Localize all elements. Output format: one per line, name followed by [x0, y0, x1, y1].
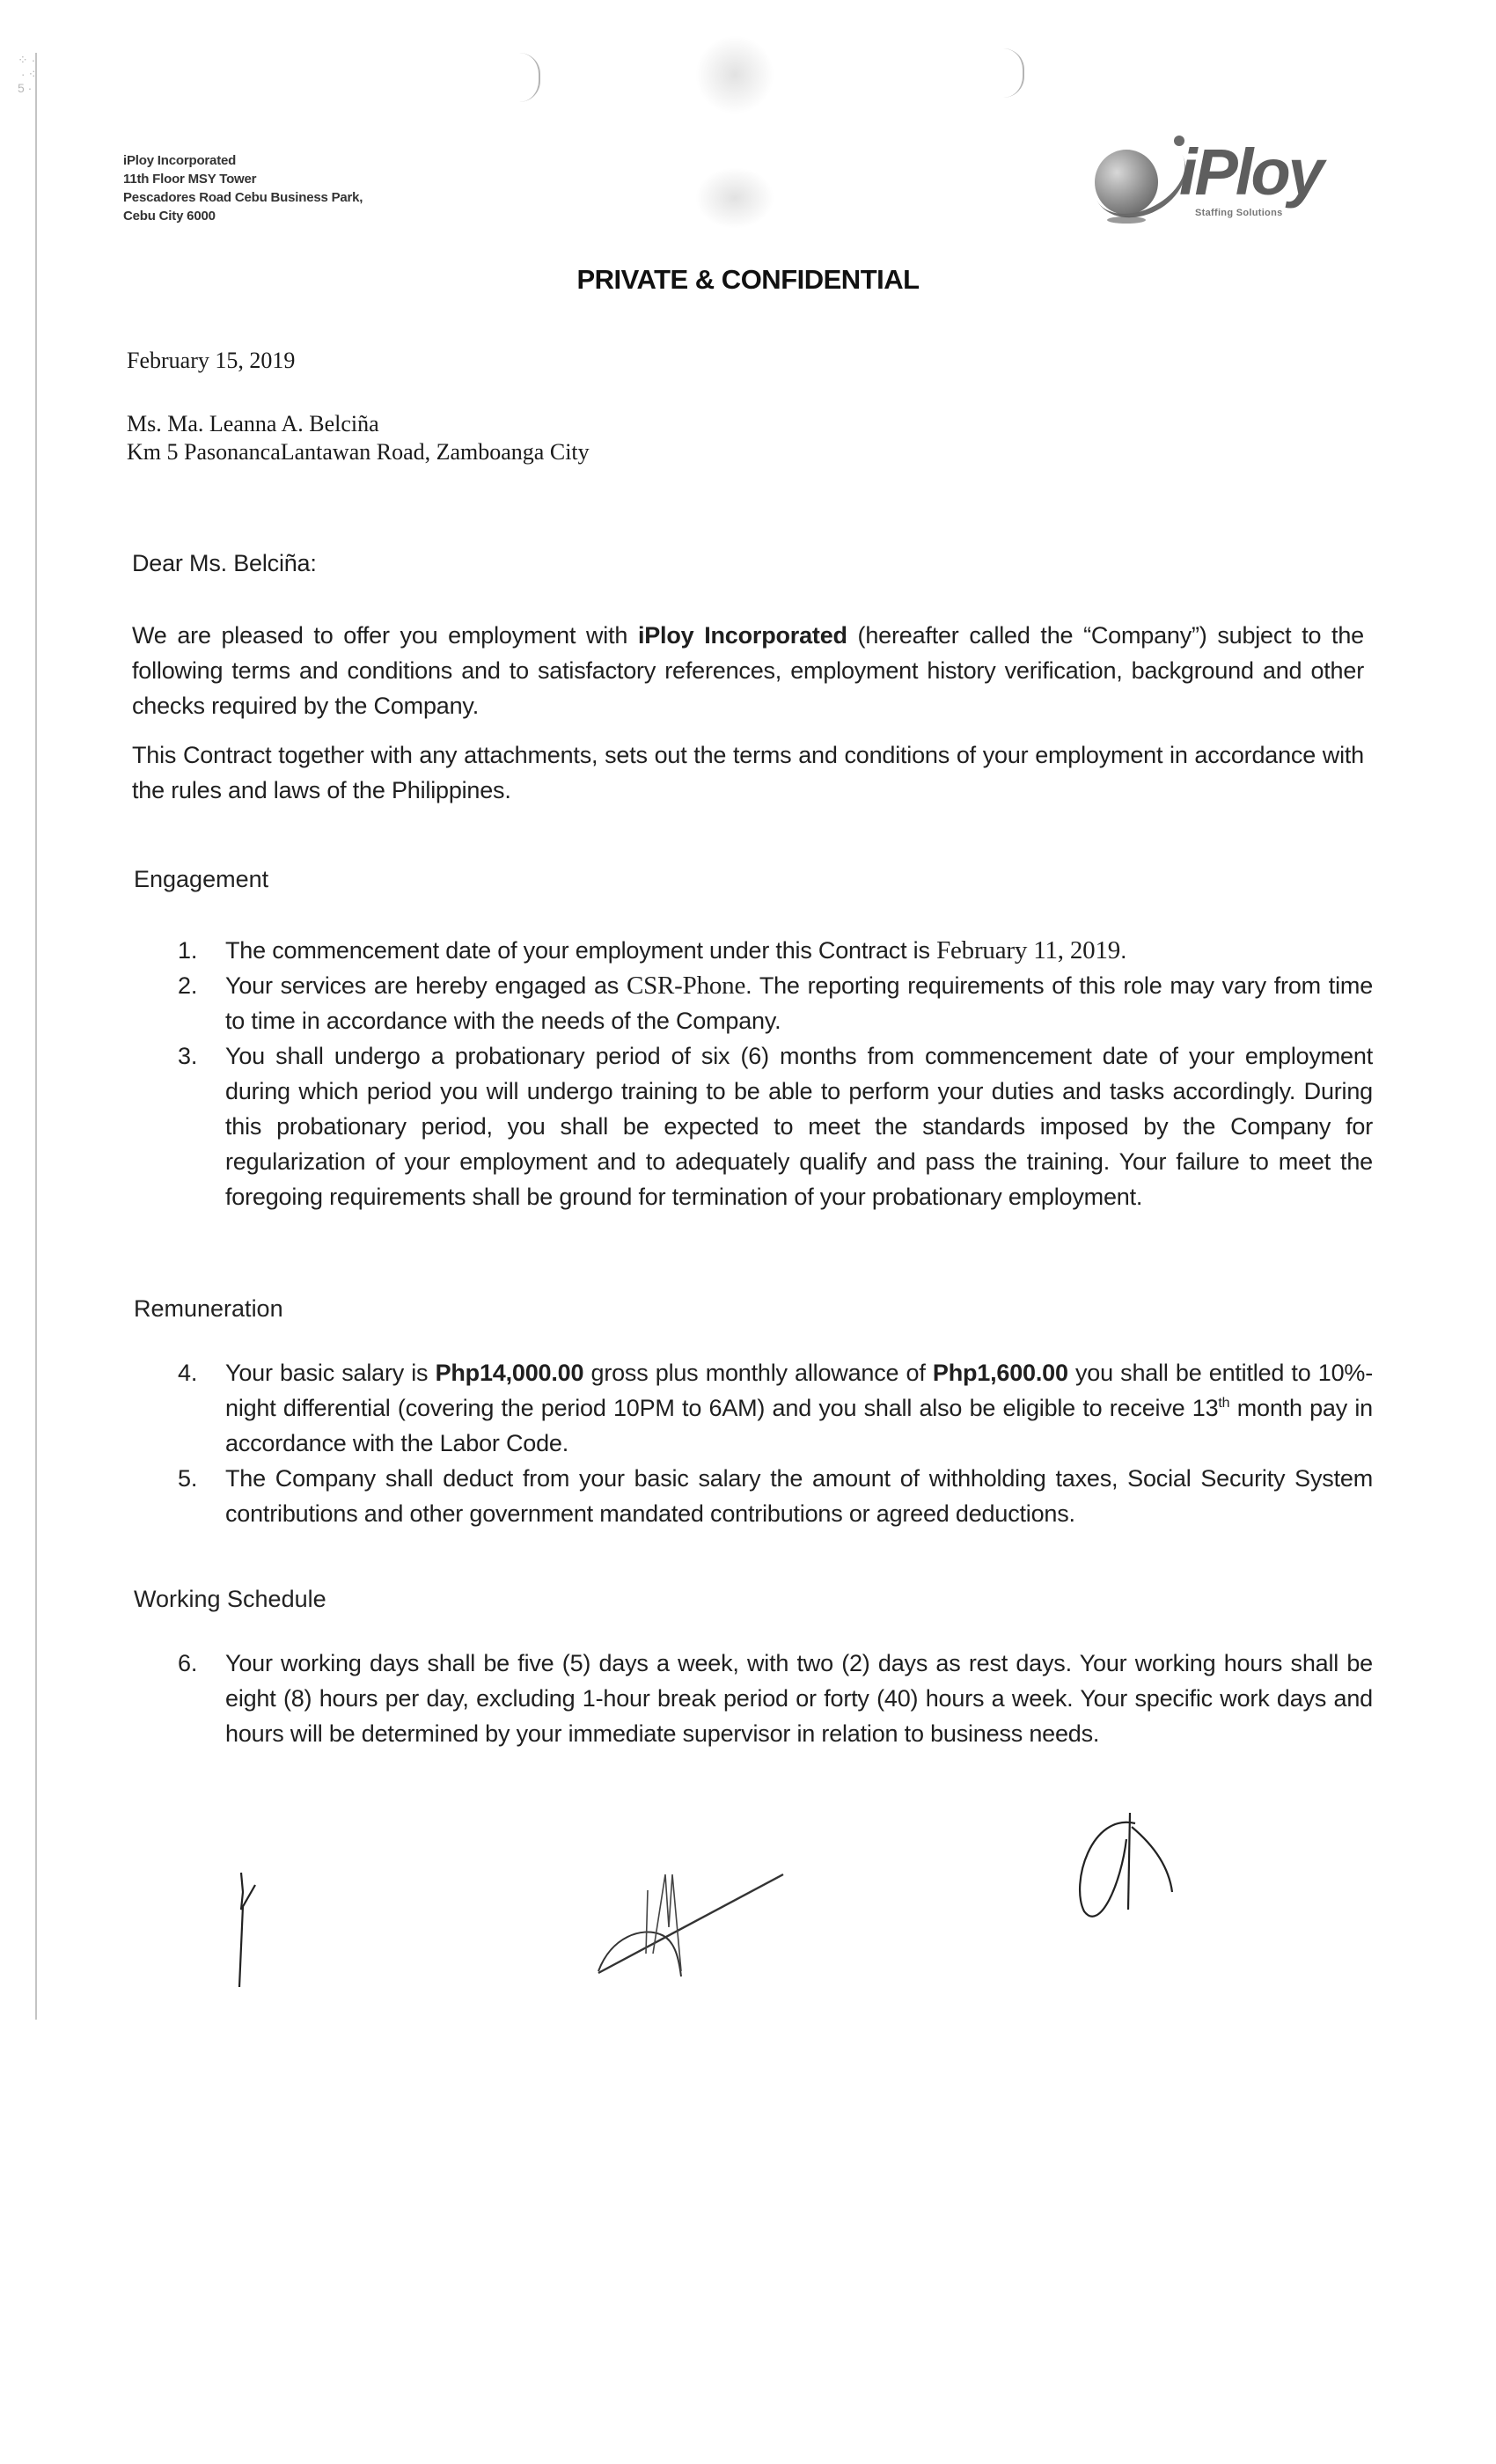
- list-item: [172, 933, 1373, 968]
- item-text: Your basic salary is: [225, 1360, 436, 1386]
- section-heading-remuneration: Remuneration: [134, 1295, 283, 1322]
- remuneration-list: [172, 1355, 1373, 1531]
- monthly-allowance: Php1,600.00: [932, 1360, 1068, 1386]
- recipient-address: Km 5 PasonancaLantawan Road, Zamboanga City: [127, 439, 590, 465]
- item-text: you shall be entitled to 10%-night differential (covering the period 10PM to 6AM) and you shall also be eligible to receive 13: [225, 1360, 1373, 1421]
- scan-smudge: [695, 35, 774, 114]
- sender-city: Cebu City 6000: [123, 209, 216, 224]
- list-item: [172, 1461, 1373, 1531]
- scan-margin-line: [35, 53, 37, 2020]
- company-name: iPloy Incorporated: [637, 622, 847, 649]
- intro-text: (hereafter called the “Company”) subject to the following terms and conditions and to satisfactory references, employment history verification, background and other checks required by the Company.: [132, 622, 1364, 719]
- job-title: CSR-Phone: [626, 972, 746, 1000]
- signature-initial-2: [572, 1839, 801, 1989]
- list-item: [172, 1646, 1373, 1751]
- item-number: 6.: [178, 1650, 198, 1676]
- intro-paragraph: [132, 618, 1364, 723]
- scan-specks: ⁘ · · ⁖ 5 ·: [18, 53, 36, 95]
- working-schedule-list: [172, 1646, 1373, 1751]
- commencement-date: February 11, 2019: [936, 936, 1121, 964]
- item-text: Your working days shall be five (5) days a week, with two (2) days as rest days. Your working hours shall be eight (8) hours per day, excluding 1-hour break period or forty (40) hours a week. Your specific work days and hours will be determined by your immediate supervisor in relation to business needs.: [225, 1650, 1373, 1747]
- recipient-block: [127, 410, 590, 466]
- signature-initial-3: [1056, 1813, 1197, 1962]
- list-item: [172, 968, 1373, 1038]
- item-text: . The reporting requirements of this role may vary from time to time in accordance with the needs of the Company.: [225, 972, 1374, 1034]
- list-item: [172, 1355, 1373, 1461]
- intro-text: We are pleased to offer you employment with: [132, 622, 638, 649]
- sender-floor: 11th Floor MSY Tower: [123, 172, 257, 187]
- document-title: PRIVATE & CONFIDENTIAL: [576, 264, 920, 295]
- item-text: You shall undergo a probationary period of six (6) months from commencement date of your employment during which period you will undergo training to be able to perform your duties and tasks accordingly. During this probationary period, you shall be expected to meet the standards imposed by the Company for regularization of your employment and to adequately qualify and pass the training. Your failure to meet the foregoing requirements shall be ground for termination of your probationary employment.: [225, 1043, 1373, 1210]
- ordinal-suffix: th: [1218, 1396, 1230, 1411]
- sender-company: iPloy Incorporated: [123, 153, 237, 168]
- recipient-name: Ms. Ma. Leanna A. Belciña: [127, 411, 379, 436]
- company-logo: [1091, 130, 1320, 227]
- punch-hole-mark: [519, 53, 540, 102]
- logo-tagline: Staffing Solutions: [1195, 208, 1283, 218]
- item-number: 1.: [178, 937, 198, 964]
- item-text: The commencement date of your employment under this Contract is: [225, 937, 937, 964]
- item-text: gross plus monthly allowance of: [583, 1360, 933, 1386]
- list-item: [172, 1038, 1373, 1214]
- sender-street: Pescadores Road Cebu Business Park,: [123, 190, 363, 205]
- item-number: 3.: [178, 1043, 198, 1069]
- item-number: 4.: [178, 1360, 198, 1386]
- contract-paragraph: This Contract together with any attachments, sets out the terms and conditions of your employment in accordance with the rules and laws of the Philippines.: [132, 742, 1364, 803]
- item-text: .: [1120, 937, 1127, 964]
- punch-hole-mark: [1003, 48, 1024, 98]
- signature-initial-1: [220, 1839, 290, 1998]
- sender-address: [123, 151, 363, 225]
- section-heading-working-schedule: Working Schedule: [134, 1586, 326, 1612]
- letter-date: February 15, 2019: [127, 348, 296, 373]
- salutation: Dear Ms. Belciña:: [132, 550, 317, 576]
- item-number: 2.: [178, 972, 198, 999]
- item-text: Your services are hereby engaged as: [225, 972, 627, 999]
- engagement-list: [172, 933, 1373, 1214]
- item-text: The Company shall deduct from your basic salary the amount of withholding taxes, Social Security System contributions and other government mandated contributions or agreed deductions.: [225, 1465, 1373, 1527]
- item-text: month pay in accordance with the Labor Code.: [225, 1395, 1373, 1456]
- basic-salary: Php14,000.00: [435, 1360, 584, 1386]
- scan-smudge: [695, 167, 774, 229]
- logo-shadow: [1107, 216, 1146, 224]
- section-heading-engagement: Engagement: [134, 866, 269, 892]
- item-number: 5.: [178, 1465, 198, 1492]
- logo-wordmark: iPloy: [1179, 136, 1322, 209]
